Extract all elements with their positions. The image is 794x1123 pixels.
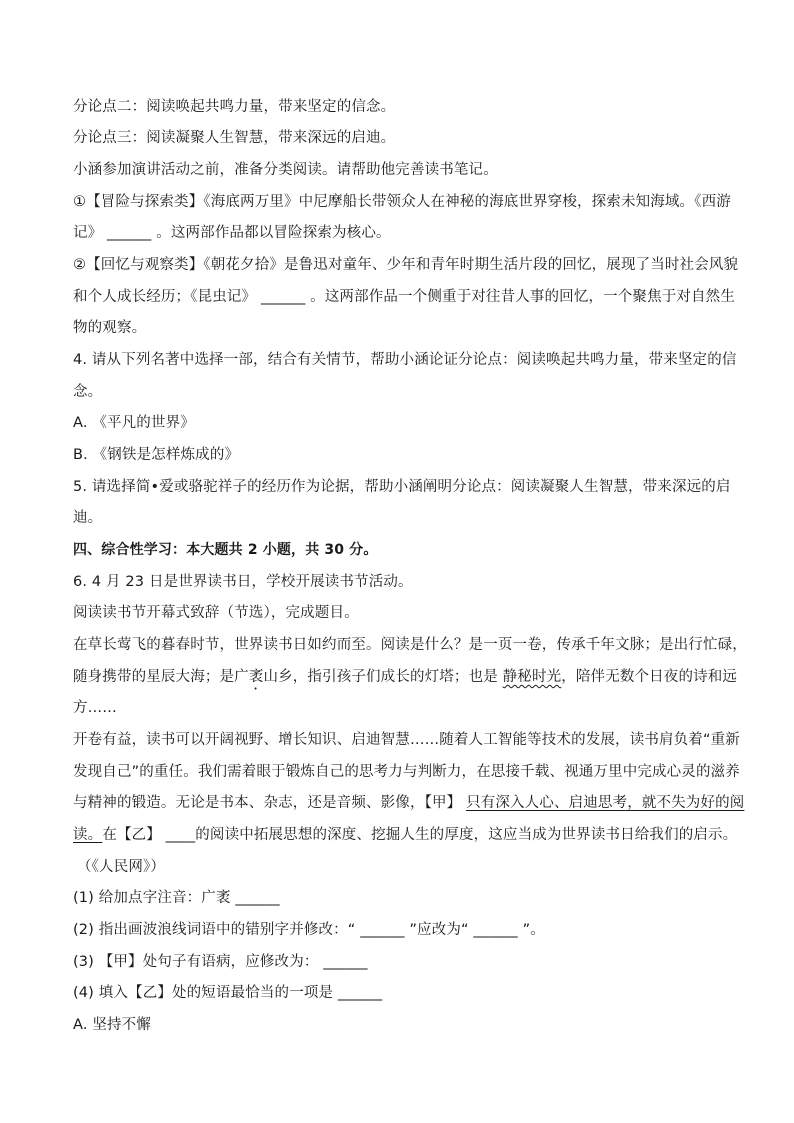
- question-4-line2: 念。: [73, 384, 103, 400]
- sub-question-4-option-a: A. 坚持不懈: [73, 1017, 151, 1033]
- dotted-character: 袤: [248, 669, 264, 685]
- passage-p2-line3: [73, 794, 744, 813]
- question-4-option-b: B. 《钢铁是怎样炼成的》: [73, 447, 240, 463]
- sub-point-three: 分论点三：阅读凝聚人生智慧，带来深远的启迪。: [73, 130, 396, 146]
- question-6-title: 6. 4 月 23 日是世界读书日，学校开展读书节活动。: [73, 574, 413, 590]
- passage-p2-line4: [73, 826, 737, 845]
- passage-p1-line1: 在草长莺飞的暮春时节，世界读书日如约而至。阅读是什么？是一页一卷，传承千年文脉；是出行忙碌，: [73, 637, 747, 653]
- sub-point-two: 分论点二：阅读唤起共鸣力量，带来坚定的信念。: [73, 99, 396, 115]
- passage-text: 与精神的锻造。无论是书本、杂志，还是音频、影像，【甲】: [73, 795, 467, 811]
- underlined-sentence-jia: 只有深入人心、启迪思考，就不失为好的阅: [466, 795, 745, 811]
- sub-question-4: (4) 填入【乙】处的短语最恰当的一项是 ______: [73, 985, 383, 1001]
- question-6-instruction: 阅读读书节开幕式致辞（节选），完成题目。: [73, 605, 359, 621]
- passage-text: 随身携带的星辰大海；是广: [73, 669, 249, 685]
- passage-text: 山乡，指引孩子们成长的灯塔；也是: [263, 669, 503, 685]
- passage-p2-line2: 发现自己”的重任。我们需着眼于锻炼自己的思考力与判断力，在思接千载、视通万里中完成心灵的滋养: [73, 764, 740, 780]
- sub-question-1: (1) 给加点字注音：广袤 ______: [73, 890, 280, 906]
- passage-source: （《人民网》）: [77, 859, 166, 875]
- passage-p1-line2: [73, 668, 737, 693]
- passage-p1-line3: 方……: [73, 700, 117, 716]
- reading-prompt: 小涵参加演讲活动之前，准备分类阅读。请帮助他完善读书笔记。: [73, 162, 498, 178]
- passage-p2-line1: 开卷有益，读书可以开阔视野、增长知识、启迪智慧……随着人工智能等技术的发展，读书肩负着“重新: [73, 732, 740, 748]
- note-memory-line1: ②【回忆与观察类】《朝花夕拾》是鲁迅对童年、少年和青年时期生活片段的回忆，展现了当时社会风貌: [73, 257, 739, 273]
- sub-question-2: (2) 指出画波浪线词语中的错别字并修改：“ ______ ”应改为“ ______ ”。: [73, 922, 545, 938]
- section-4-heading: 四、综合性学习：本大题共 2 小题，共 30 分。: [73, 542, 378, 558]
- question-5-line1: 5. 请选择简•爱或骆驼祥子的经历作为论据，帮助小涵阐明分论点：阅读凝聚人生智慧，带来深远的启: [73, 479, 731, 495]
- note-memory-line2: 和个人成长经历；《昆虫记》 ______ 。这两部作品一个侧重于对往昔人事的回忆，一个聚焦于对自然生: [73, 289, 735, 305]
- sub-question-3: (3) 【甲】处句子有语病，应修改为： ______: [73, 954, 368, 970]
- underlined-sentence-jia-end: 读。: [73, 827, 103, 843]
- question-4-option-a: A. 《平凡的世界》: [73, 415, 195, 431]
- passage-text: ，陪伴无数个日夜的诗和远: [561, 669, 738, 685]
- passage-text: 在【乙】 ____的阅读中拓展思想的深度、挖掘人生的厚度，这应当成为世界读书日给我们的启示。: [102, 827, 738, 843]
- note-adventure-line2: 记》 ______ 。这两部作品都以冒险探索为核心。: [73, 225, 391, 241]
- wavy-underlined-phrase: 静秘时光: [502, 669, 562, 685]
- note-adventure-line1: ①【冒险与探索类】《海底两万里》中尼摩船长带领众人在神秘的海底世界穿梭，探索未知海域。《西游: [73, 194, 731, 210]
- question-5-line2: 迪。: [73, 510, 103, 526]
- question-4-line1: 4. 请从下列名著中选择一部，结合有关情节，帮助小涵论证分论点：阅读唤起共鸣力量，带来坚定的信: [73, 352, 737, 368]
- note-memory-line3: 物的观察。: [73, 320, 147, 336]
